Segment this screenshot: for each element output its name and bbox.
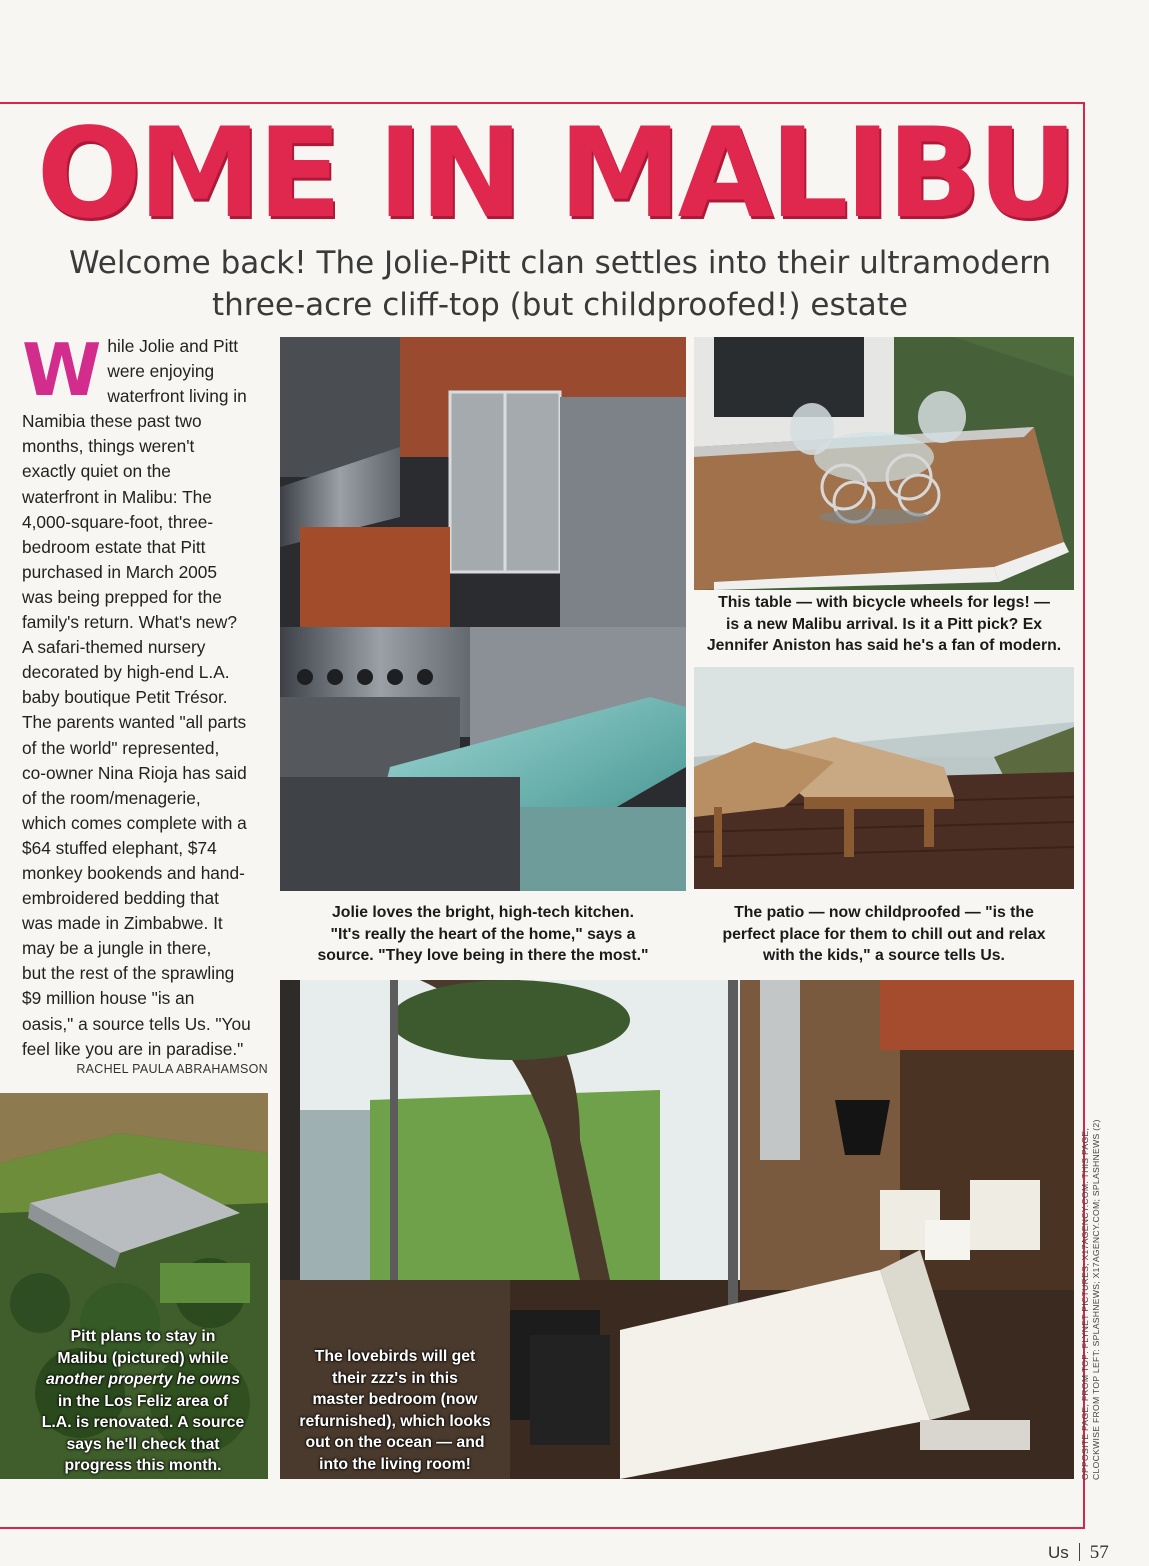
headline: OME IN MALIBU [36, 112, 1074, 237]
patio-photo [694, 667, 1074, 889]
table-photo [694, 337, 1074, 590]
caption-line: into the living room! [319, 1455, 471, 1473]
article-line: $9 million house "is an [22, 988, 195, 1009]
caption-line: L.A. is renovated. A source [41, 1414, 245, 1431]
caption-line: their zzz's in this [332, 1369, 458, 1387]
caption-line: perfect place for them to chill out and relax [722, 925, 1046, 943]
article-line: bedroom estate that Pitt [22, 536, 206, 557]
article-line: Namibia these past two [22, 411, 202, 432]
folio [1048, 1542, 1109, 1564]
caption-line: progress this month. [64, 1457, 222, 1474]
caption-line: Jolie loves the bright, high-tech kitchen. [332, 904, 634, 921]
article-line: oasis," a source tells Us. "You [22, 1013, 251, 1034]
article-line: were enjoying [107, 361, 215, 382]
article-line: hile Jolie and Pitt [107, 336, 239, 356]
article-line: waterfront in Malibu: The [22, 486, 212, 507]
table-caption [694, 592, 1074, 657]
caption-line: out on the ocean — and [305, 1434, 485, 1451]
article-body [22, 328, 274, 1062]
page-number: 57 [1089, 1542, 1109, 1563]
deck-line-1: Welcome back! The Jolie-Pitt clan settles into their ultramodern [68, 245, 1052, 281]
article-line: was made in Zimbabwe. It [22, 913, 223, 934]
article-line: may be a jungle in there, [22, 938, 212, 959]
caption-line: source. "They love being in there the most." [317, 947, 649, 964]
caption-line: another property he owns [46, 1371, 240, 1388]
deck-line-2: three-acre cliff-top (but childproofed!) estate [211, 287, 909, 323]
patio-caption [694, 902, 1074, 967]
article-line: but the rest of the sprawling [22, 963, 235, 984]
article-line: exactly quiet on the [22, 461, 171, 482]
caption-line: The lovebirds will get [314, 1348, 476, 1365]
frame-bottom-rule [0, 1527, 1085, 1529]
caption-line: is a new Malibu arrival. Is it a Pitt pick? Ex [725, 615, 1043, 633]
aerial-caption [28, 1326, 258, 1477]
caption-line: Pitt plans to stay in [70, 1328, 216, 1345]
magazine-name: Us [1048, 1543, 1069, 1562]
article-line: was being prepped for the [22, 586, 222, 607]
article-line: The parents wanted "all parts [22, 712, 247, 733]
article-line: of the world" represented, [22, 737, 220, 758]
bedroom-caption [280, 1346, 510, 1475]
article-line: which comes complete with a [22, 812, 247, 833]
caption-line: in the Los Feliz area of [57, 1392, 229, 1410]
article-line: co-owner Nina Rioja has said [22, 762, 247, 783]
article-line: embroidered bedding that [22, 888, 219, 909]
caption-line: This table — with bicycle wheels for legs! — [718, 594, 1050, 611]
caption-line: "It's really the heart of the home," says a [330, 925, 636, 943]
folio-divider [1079, 1543, 1080, 1561]
article-line: of the room/menagerie, [22, 787, 201, 808]
article-line: months, things weren't [22, 436, 195, 457]
caption-line: The patio — now childproofed — "is the [734, 904, 1034, 921]
article-line: 4,000-square-foot, three- [22, 511, 214, 532]
caption-line: refurnished), which looks [299, 1412, 491, 1430]
article-line: waterfront living in [107, 386, 247, 407]
frame-top-rule [0, 102, 1085, 104]
article-line: $64 stuffed elephant, $74 [22, 837, 217, 858]
caption-line: says he'll check that [66, 1435, 220, 1453]
caption-line: Jennifer Aniston has said he's a fan of modern. [706, 637, 1062, 654]
drop-cap: W [22, 328, 102, 412]
article-line: feel like you are in paradise." [22, 1038, 244, 1059]
kitchen-caption [280, 902, 686, 967]
kitchen-photo [280, 337, 686, 891]
caption-line: master bedroom (now [312, 1391, 478, 1408]
deck [40, 242, 1080, 326]
caption-line: Malibu (pictured) while [57, 1349, 229, 1367]
article-line: decorated by high-end L.A. [22, 662, 230, 683]
photo-credit [1080, 1119, 1102, 1480]
byline: RACHEL PAULA ABRAHAMSON [76, 1062, 268, 1076]
article-line: baby boutique Petit Trésor. [22, 687, 228, 708]
caption-line: with the kids," a source tells Us. [763, 947, 1005, 964]
credit-line: CLOCKWISE FROM TOP LEFT: SPLASHNEWS; X17AGENCY.COM; SPLASHNEWS (2) [1091, 1119, 1101, 1480]
article-line: monkey bookends and hand- [22, 862, 245, 883]
article-line: A safari-themed nursery [22, 637, 206, 658]
article-line: purchased in March 2005 [22, 561, 218, 582]
credit-line: OPPOSITE PAGE, FROM TOP: FLYNET PICTURES; X17AGENCY.COM. THIS PAGE, [1080, 1127, 1090, 1480]
article-line: family's return. What's new? [22, 612, 238, 633]
